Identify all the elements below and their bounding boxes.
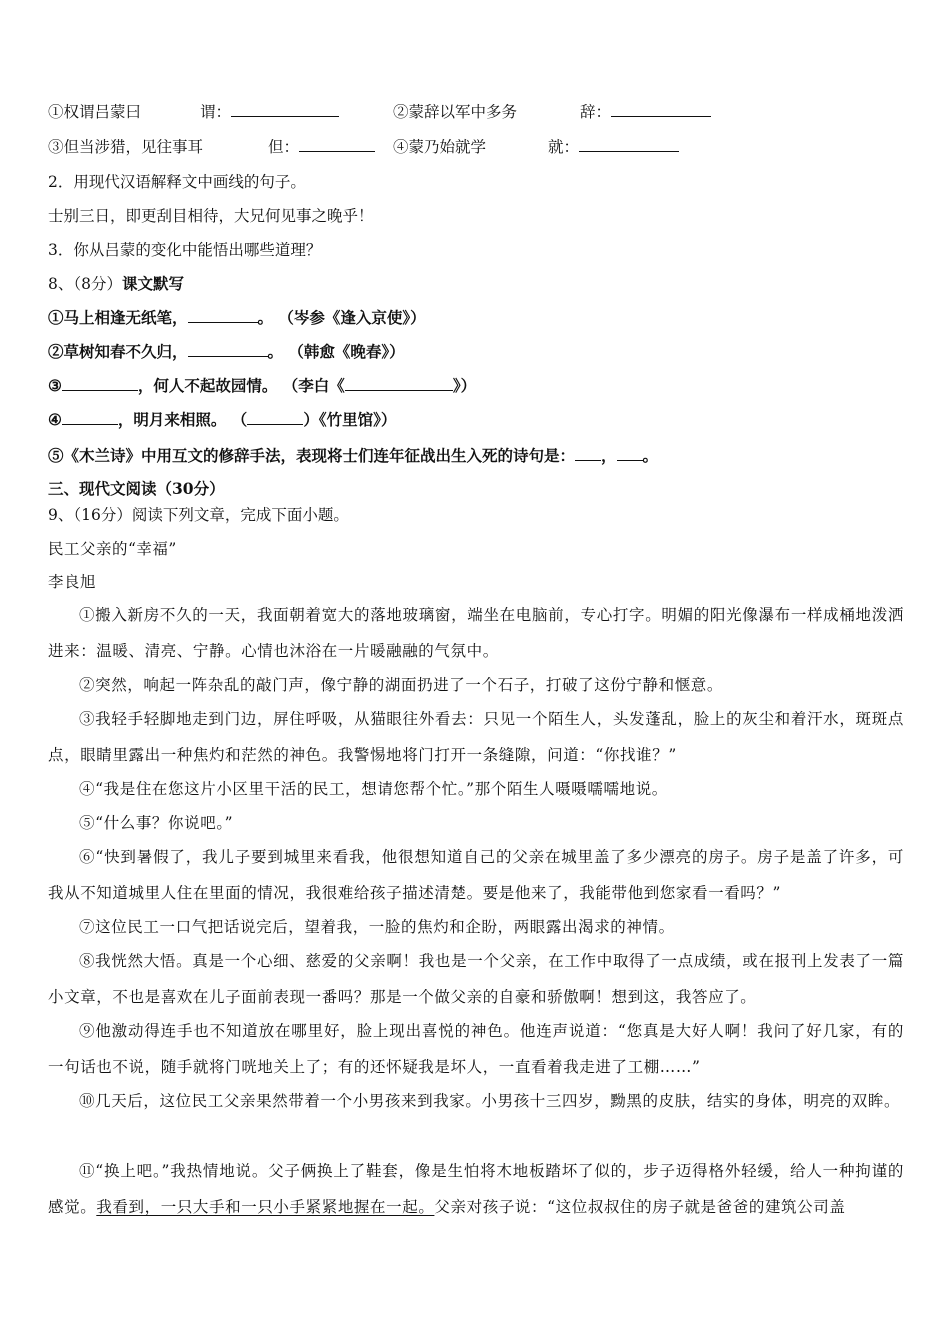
article-author: 李良旭: [48, 573, 97, 591]
question-8-heading: [48, 274, 184, 294]
article-title: 民工父亲的“幸福”: [48, 540, 177, 558]
recitation-line-4: [48, 410, 396, 430]
verse-text: ①马上相逢无纸笔，: [48, 308, 188, 327]
recitation-line-3: [48, 376, 476, 396]
verse-text: ②草树知春不久归，: [48, 342, 188, 361]
vocab-phrase: ②蒙辞以军中多务: [393, 103, 518, 121]
answer-blank[interactable]: [62, 410, 118, 425]
article-paragraph-10: ⑩几天后，这位民工父亲果然带着一个小男孩来到我家。小男孩十三四岁，黝黑的皮肤，结实的身体，明亮的双眸。: [79, 1092, 901, 1110]
recitation-line-2: [48, 342, 405, 362]
vocab-item-3: [48, 137, 203, 157]
vocab-label: 谓：: [200, 103, 232, 121]
article-paragraph-2: ②突然，响起一阵杂乱的敲门声，像宁静的湖面扔进了一个石子，打破了这份宁静和惬意。: [79, 676, 724, 694]
question-title: 课文默写: [121, 274, 184, 293]
question-number: 8、（8分）: [48, 275, 122, 293]
verse-text: ，明月来相照。 （: [117, 410, 248, 429]
paragraph-text: 父亲对孩子说：“这位叔叔住的房子就是爸爸的建筑公司盖: [434, 1198, 846, 1216]
question-2-prompt: 2．用现代汉语解释文中画线的句子。: [48, 173, 306, 191]
article-paragraph-8: ⑧我恍然大悟。真是一个心细、慈爱的父亲啊！我也是一个父亲，在工作中取得了一点成绩，或在报刊上发表了一篇小文章，不也是喜欢在儿子面前表现一番吗？那是一个做父亲的自豪和骄傲啊！想到这，我答应了。: [48, 952, 904, 1006]
vocab-item-4: [393, 137, 486, 157]
recitation-line-5: [48, 446, 658, 466]
answer-blank[interactable]: [617, 446, 643, 461]
article-paragraph-7: ⑦这位民工一口气把话说完后，望着我，一脸的焦灼和企盼，两眼露出渴求的神情。: [79, 918, 675, 936]
answer-blank[interactable]: [62, 376, 138, 391]
question-2-sentence: 士别三日，即更刮目相待，大兄何见事之晚乎！: [48, 207, 374, 225]
article-paragraph-4: ④“我是住在您这片小区里干活的民工，想请您帮个忙。”那个陌生人嗫嗫嚅嚅地说。: [79, 780, 668, 798]
paragraph-text: ⑪“换上吧。”我热情地说。父子俩换上了鞋套，像是生怕将木地板踏坏了似的，步子迈得格外轻缓，给人一种拘谨的感觉。: [48, 1162, 904, 1216]
answer-blank[interactable]: [579, 137, 679, 152]
vocab-phrase: ①权谓吕蒙曰: [48, 103, 142, 121]
article-paragraph-6: ⑥“快到暑假了，我儿子要到城里来看我，他很想知道自己的父亲在城里盖了多少漂亮的房子。房子是盖了许多，可我从不知道城里人住在里面的情况，我很难给孩子描述清楚。要是他来了，我能带他到您家看一看吗？”: [48, 848, 904, 902]
vocab-answer-3: [268, 137, 375, 157]
recitation-line-1: [48, 308, 426, 328]
vocab-label: 就：: [548, 138, 580, 156]
separator: ，: [601, 446, 617, 465]
underlined-sentence: 我看到，一只大手和一只小手紧紧地握在一起。: [96, 1198, 435, 1216]
answer-blank[interactable]: [345, 376, 453, 391]
verse-number: ④: [48, 410, 62, 429]
verse-source: ）《竹里馆》）: [303, 410, 397, 429]
answer-blank[interactable]: [299, 137, 375, 152]
vocab-phrase: ③但当涉猎，见往事耳: [48, 138, 204, 156]
answer-blank[interactable]: [247, 410, 303, 425]
vocab-item-1: [48, 102, 141, 122]
vocab-answer-4: [548, 137, 679, 157]
answer-blank[interactable]: [575, 446, 601, 461]
article-paragraph-1: ①搬入新房不久的一天，我面朝着宽大的落地玻璃窗，端坐在电脑前，专心打字。明媚的阳光像瀑布一样成桶地泼洒进来：温暖、清亮、宁静。心情也沐浴在一片暖融融的气氛中。: [48, 606, 904, 660]
answer-blank[interactable]: [611, 102, 711, 117]
verse-source: 。 （岑参《逢入京使》）: [257, 308, 426, 327]
verse-number: ③: [48, 376, 62, 395]
article-paragraph-11: [48, 1153, 904, 1225]
answer-blank[interactable]: [188, 308, 258, 323]
article-paragraph-3: ③我轻手轻脚地走到门边，屏住呼吸，从猫眼往外看去：只见一个陌生人，头发蓬乱，脸上的灰尘和着汗水，斑斑点点，眼睛里露出一种焦灼和茫然的神色。我警惕地将门打开一条缝隙，问道：“你找谁？”: [48, 710, 904, 764]
period: 。: [642, 446, 659, 465]
vocab-label: 辞：: [580, 103, 612, 121]
question-9-intro: 9、（16分）阅读下列文章，完成下面小题。: [48, 506, 349, 524]
verse-text: ，何人不起故园情。 （李白《: [137, 376, 345, 395]
answer-blank[interactable]: [231, 102, 339, 117]
vocab-answer-2: [580, 102, 711, 122]
article-paragraph-9: ⑨他激动得连手也不知道放在哪里好，脸上现出喜悦的神色。他连声说道：“您真是大好人啊！我问了好几家，有的一句话也不说，随手就将门咣地关上了；有的还怀疑我是坏人，一直看着我走进了工棚……”: [48, 1022, 904, 1076]
vocab-phrase: ④蒙乃始就学: [393, 138, 487, 156]
verse-text: ⑤《木兰诗》中用互文的修辞手法，表现将士们连年征战出生入死的诗句是：: [48, 446, 576, 465]
section-title: 三、现代文阅读（30分）: [48, 479, 225, 498]
article-paragraph-5: ⑤“什么事？你说吧。”: [79, 814, 234, 832]
verse-source: 》）: [452, 376, 477, 395]
verse-source: 。 （韩愈《晚春》）: [267, 342, 405, 361]
question-3-prompt: 3．你从吕蒙的变化中能悟出哪些道理？: [48, 241, 322, 259]
answer-blank[interactable]: [188, 342, 268, 357]
vocab-answer-1: [200, 102, 339, 122]
vocab-item-2: [393, 102, 517, 122]
vocab-label: 但：: [268, 138, 300, 156]
